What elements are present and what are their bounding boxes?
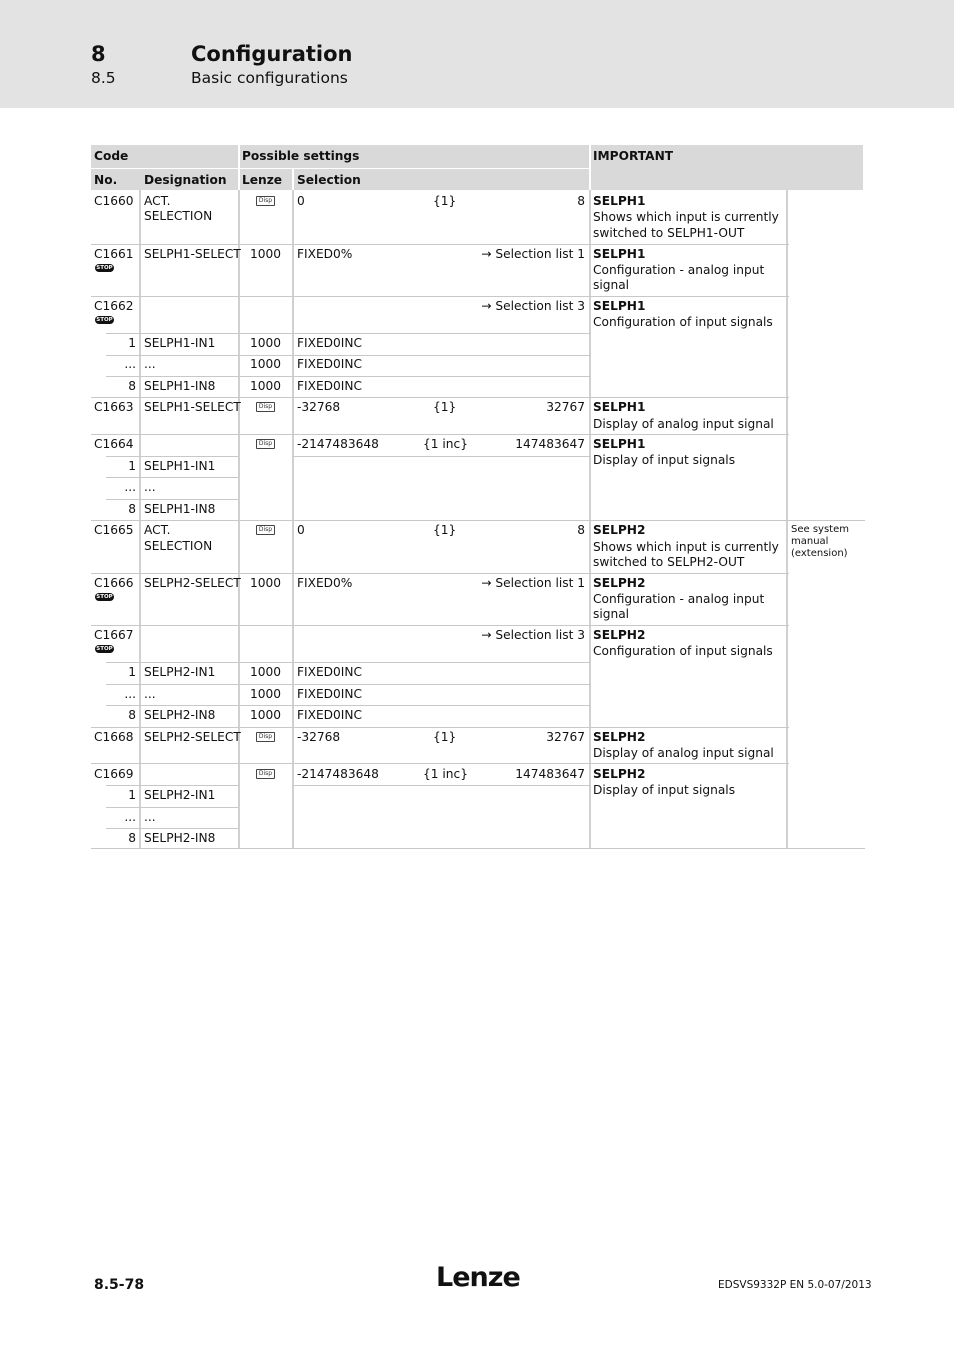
row-divider [106,828,238,829]
table-bottom-border [91,848,865,849]
display-only-icon: Disp [256,732,275,742]
important-text: switched to SELPH2-OUT [593,555,745,569]
header-designation: Designation [144,173,227,187]
selection-list-link[interactable]: → Selection list 1 [481,576,585,590]
row-divider [106,499,238,500]
lenze-value: 1000 [250,247,282,261]
designation-cell: ... [144,687,156,701]
selection-value: FIXED0% [297,576,353,590]
page-header [0,0,954,108]
important-title: SELPH2 [593,730,646,744]
important-text: Shows which input is currently [593,210,779,224]
lenze-value: 1000 [250,357,282,371]
header-selection: Selection [297,173,361,187]
sub-no: 8 [128,708,136,722]
header-code: Code [94,149,129,163]
code-cell: C1668 [94,730,134,744]
designation-cell: ACT. [144,194,171,208]
designation-cell: ... [144,357,156,371]
document-id: EDSVS9332P EN 5.0-07/2013 [718,1279,872,1291]
row-divider [91,434,789,435]
designation-cell: SELPH2-IN1 [144,788,216,802]
row-divider [106,684,590,685]
designation-cell: SELECTION [144,209,213,223]
code-cell: C1665 [94,523,134,537]
sub-no: 8 [128,379,136,393]
min-value: -32768 [297,730,341,744]
column-divider [589,145,591,190]
lenze-value: 1000 [250,708,282,722]
important-text: Configuration of input signals [593,315,773,329]
designation-cell: SELECTION [144,539,213,553]
code-cell: C1661 [94,247,134,261]
display-only-icon: Disp [256,402,275,412]
stop-icon: STOP [96,317,113,323]
chapter-title: Configuration [191,42,353,66]
row-divider [91,520,865,521]
step-value: {1} [433,523,457,537]
sub-no: 1 [128,665,136,679]
important-text: Shows which input is currently [593,540,779,554]
important-title: SELPH1 [593,400,646,414]
page-number: 8.5-78 [94,1277,145,1293]
important-text: Configuration - analog input [593,592,765,606]
code-cell: C1662 [94,299,134,313]
code-cell: C1660 [94,194,134,208]
important-text: signal [593,607,630,621]
sub-no: ... [124,480,136,494]
code-cell: C1664 [94,437,134,451]
max-value: 32767 [546,730,585,744]
designation-cell: SELPH2-SELECT [144,730,241,744]
sub-no: 1 [128,459,136,473]
max-value: 32767 [546,400,585,414]
row-divider [91,397,789,398]
designation-cell: SELPH1-IN1 [144,336,216,350]
selection-value: FIXED0INC [297,665,363,679]
designation-cell: ... [144,480,156,494]
lenze-logo: Lenze [436,1262,520,1293]
header-important: IMPORTANT [593,149,674,163]
code-cell: C1667 [94,628,134,642]
display-only-icon: Disp [256,439,275,449]
display-only-icon: Disp [256,196,275,206]
row-divider [106,376,590,377]
min-value: 0 [297,194,305,208]
designation-cell: SELPH2-IN8 [144,708,216,722]
reference-note: (extension) [791,548,848,559]
row-divider [106,785,238,786]
sub-no: 8 [128,831,136,845]
row-divider [292,456,590,457]
important-title: SELPH2 [593,767,646,781]
row-divider [106,807,238,808]
lenze-value: 1000 [250,576,282,590]
code-cell: C1669 [94,767,134,781]
selection-value: FIXED0INC [297,708,363,722]
designation-cell: SELPH1-SELECT [144,247,241,261]
code-cell: C1663 [94,400,134,414]
min-value: -2147483648 [297,437,379,451]
row-divider [106,662,590,663]
lenze-value: 1000 [250,665,282,679]
lenze-value: 1000 [250,379,282,393]
designation-cell: SELPH1-IN8 [144,379,216,393]
min-value: 0 [297,523,305,537]
important-title: SELPH1 [593,247,646,261]
min-value: -32768 [297,400,341,414]
row-divider [106,355,590,356]
chapter-number: 8 [91,42,106,66]
important-title: SELPH2 [593,628,646,642]
selection-list-link[interactable]: → Selection list 3 [481,299,585,313]
row-divider [106,477,238,478]
step-value: {1} [433,730,457,744]
important-title: SELPH2 [593,523,646,537]
sub-no: 8 [128,502,136,516]
selection-value: FIXED0INC [297,336,363,350]
selection-value: FIXED0INC [297,687,363,701]
header-no: No. [94,173,118,187]
sub-no: 1 [128,336,136,350]
important-text: Configuration - analog input [593,263,765,277]
header-lenze: Lenze [242,173,283,187]
stop-icon: STOP [96,594,113,600]
section-title: Basic configurations [191,69,348,87]
selection-list-link[interactable]: → Selection list 1 [481,247,585,261]
max-value: 147483647 [515,437,585,451]
selection-value: FIXED0INC [297,379,363,393]
selection-list-link[interactable]: → Selection list 3 [481,628,585,642]
selection-value: FIXED0INC [297,357,363,371]
row-divider [106,705,590,706]
important-title: SELPH2 [593,576,646,590]
section-number: 8.5 [91,69,116,87]
display-only-icon: Disp [256,769,275,779]
row-divider [91,625,789,626]
important-title: SELPH1 [593,194,646,208]
max-value: 147483647 [515,767,585,781]
lenze-value: 1000 [250,687,282,701]
min-value: -2147483648 [297,767,379,781]
important-text: Display of analog input signal [593,746,774,760]
step-value: {1} [433,400,457,414]
row-divider [292,785,590,786]
display-only-icon: Disp [256,525,275,535]
stop-icon: STOP [96,646,113,652]
column-divider [292,168,294,190]
header-divider [91,168,591,169]
designation-cell: SELPH2-IN8 [144,831,216,845]
important-text: Configuration of input signals [593,644,773,658]
important-text: signal [593,278,630,292]
important-text: Display of input signals [593,453,736,467]
designation-cell: SELPH1-IN8 [144,502,216,516]
step-value: {1} [433,194,457,208]
step-value: {1 inc} [423,437,468,451]
row-divider [91,573,789,574]
important-title: SELPH1 [593,437,646,451]
sub-no: ... [124,810,136,824]
row-divider [91,763,789,764]
step-value: {1 inc} [423,767,468,781]
reference-note: manual [791,536,829,547]
max-value: 8 [577,523,585,537]
sub-no: 1 [128,788,136,802]
row-divider [91,296,789,297]
selection-value: FIXED0% [297,247,353,261]
designation-cell: ... [144,810,156,824]
important-text: switched to SELPH1-OUT [593,226,745,240]
row-divider [106,456,238,457]
sub-no: ... [124,357,136,371]
max-value: 8 [577,194,585,208]
designation-cell: SELPH2-SELECT [144,576,241,590]
sub-no: ... [124,687,136,701]
designation-cell: SELPH1-SELECT [144,400,241,414]
important-title: SELPH1 [593,299,646,313]
row-divider [106,333,590,334]
reference-note: See system [791,524,849,535]
header-possible-settings: Possible settings [242,149,360,163]
designation-cell: SELPH2-IN1 [144,665,216,679]
row-divider [91,727,789,728]
designation-cell: ACT. [144,523,171,537]
important-text: Display of analog input signal [593,417,774,431]
code-cell: C1666 [94,576,134,590]
lenze-value: 1000 [250,336,282,350]
important-text: Display of input signals [593,783,736,797]
stop-icon: STOP [96,265,113,271]
designation-cell: SELPH1-IN1 [144,459,216,473]
row-divider [91,244,789,245]
